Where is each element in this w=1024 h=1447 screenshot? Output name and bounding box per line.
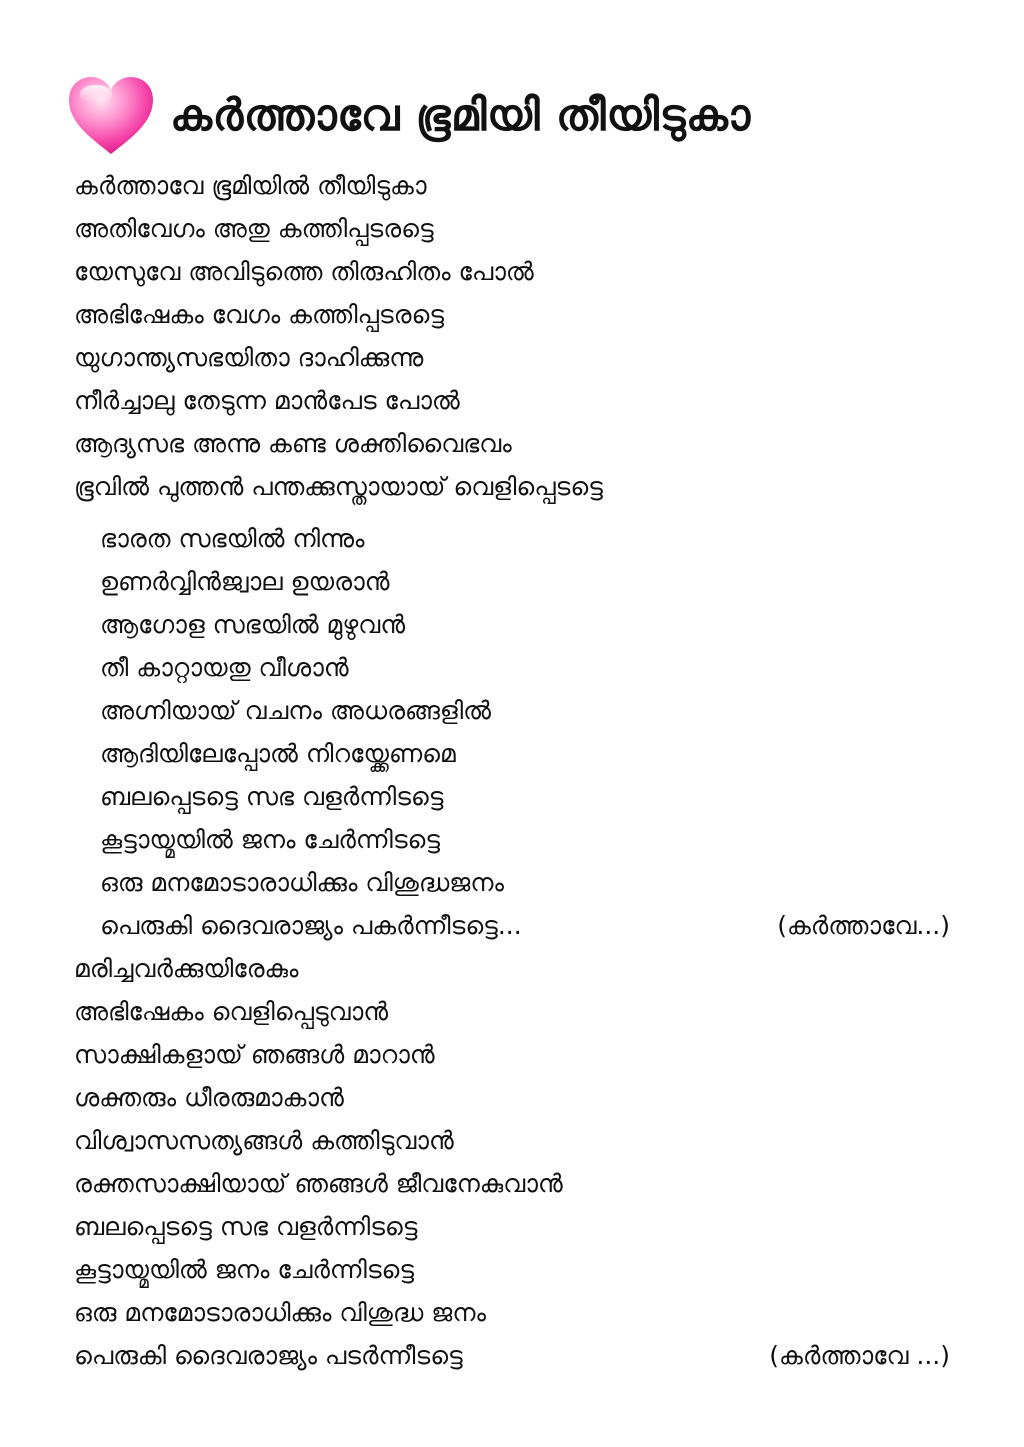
lyric-line-with-refrain: [74, 1334, 964, 1377]
lyric-line: കർത്താവേ ഭൂമിയിൽ തീയിടുകാ: [74, 171, 427, 200]
lyrics: [74, 164, 964, 1377]
verse-1: [74, 164, 964, 508]
lyric-line: സാക്ഷികളായ് ഞങ്ങൾ മാറാൻ: [74, 1040, 435, 1069]
lyric-line-text: പെരുകി ദൈവരാജ്യം പടർന്നീടട്ടെ: [74, 1341, 463, 1370]
lyric-line: ബലപ്പെടട്ടെ സഭ വളർന്നിടട്ടെ: [100, 782, 444, 811]
refrain-marker: (കർത്താവേ ...): [769, 1341, 950, 1370]
lyric-line: അതിവേഗം അതു കത്തിപ്പടരട്ടെ: [74, 214, 434, 243]
lyric-line: ശക്തരും ധീരരുമാകാൻ: [74, 1083, 344, 1112]
lyric-line: വിശ്വാസസത്യങ്ങൾ കത്തിടുവാൻ: [74, 1126, 454, 1155]
lyric-line: മരിച്ചവർക്കുയിരേകും: [74, 954, 299, 983]
lyric-line: ബലപ്പെടട്ടെ സഭ വളർന്നിടട്ടെ: [74, 1212, 418, 1241]
lyric-line-with-refrain: [100, 904, 964, 947]
lyric-line: ഭാരത സഭയിൽ നിന്നും: [100, 524, 365, 553]
lyric-line-text: പെരുകി ദൈവരാജ്യം പകർന്നീടട്ടെ...: [100, 911, 522, 940]
lyric-line: ആദ്യസഭ അന്നു കണ്ട ശക്തിവൈഭവം: [74, 429, 512, 458]
lyric-line: രക്തസാക്ഷിയായ് ഞങ്ങൾ ജീവനേകുവാൻ: [74, 1169, 563, 1198]
lyric-line: കൂട്ടായ്മയിൽ ജനം ചേർന്നിടട്ടെ: [74, 1255, 415, 1284]
lyric-line: ആദിയിലേപ്പോൽ നിറയ്ക്കേണമെ: [100, 739, 456, 768]
heart-icon: [66, 74, 156, 156]
lyric-line: ഒരു മനമോടാരാധിക്കും വിശുദ്ധ ജനം: [74, 1298, 486, 1327]
lyric-line: അഗ്നിയായ് വചനം അധരങ്ങളിൽ: [100, 696, 491, 725]
lyric-line: യുഗാന്ത്യസഭയിതാ ദാഹിക്കുന്നു: [74, 343, 424, 372]
verse-2: [74, 947, 964, 1377]
refrain-marker: (കർത്താവേ...): [777, 911, 950, 940]
lyric-line: ഒരു മനമോടാരാധിക്കും വിശുദ്ധജനം: [100, 868, 504, 897]
lyric-line: നീർച്ചാലു തേടുന്ന മാൻപേട പോൽ: [74, 386, 460, 415]
chorus-1: [74, 517, 964, 947]
lyric-line: തീ കാറ്റായതു വീശാൻ: [100, 653, 349, 682]
title-row: [66, 70, 751, 160]
lyric-line: കൂട്ടായ്മയിൽ ജനം ചേർന്നിടട്ടെ: [100, 825, 441, 854]
lyric-line: അഭിഷേകം വെളിപ്പെടുവാൻ: [74, 997, 389, 1026]
lyric-line: ഉണർവ്വിൻജ്വാല ഉയരാൻ: [100, 567, 390, 596]
song-title: കർത്താവേ ഭൂമിയി തീയിടുകാ: [170, 89, 751, 141]
lyric-line: അഭിഷേകം വേഗം കത്തിപ്പടരട്ടെ: [74, 300, 445, 329]
lyric-line: ആഗോള സഭയിൽ മുഴുവൻ: [100, 610, 406, 639]
lyric-line: ഭൂവിൽ പുത്തൻ പന്തക്കുസ്തായായ് വെളിപ്പെടട്ടെ: [74, 472, 603, 501]
lyric-line: യേസുവേ അവിടുത്തെ തിരുഹിതം പോൽ: [74, 257, 534, 286]
